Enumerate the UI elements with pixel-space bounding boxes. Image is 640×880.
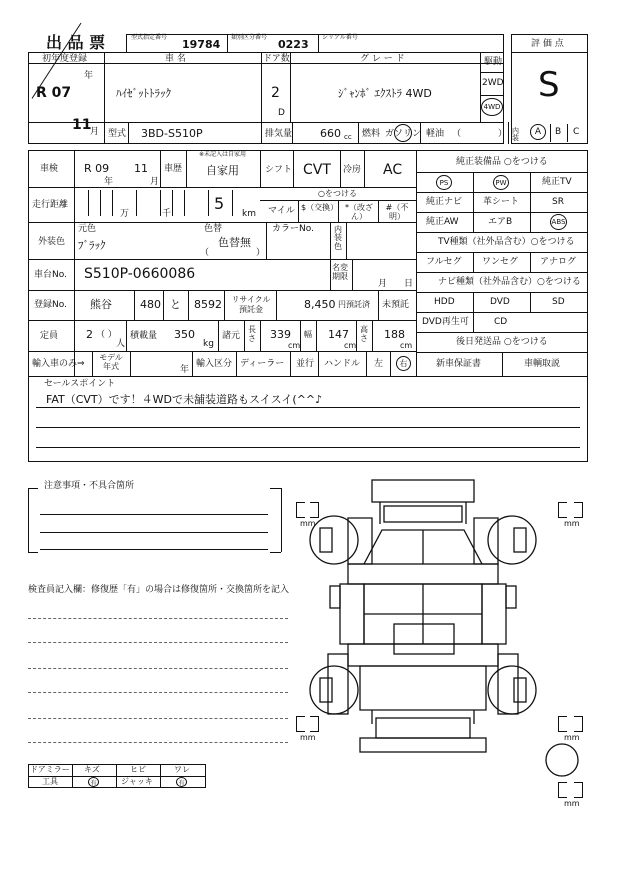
- capacity-paren: （ ）: [96, 330, 117, 340]
- recycle-value: 8,450: [304, 298, 336, 311]
- tv-title: TV種類（社外品含む）○をつける: [438, 237, 575, 247]
- later-warranty: 新車保証書: [436, 359, 482, 369]
- aircon-label: 冷房: [343, 165, 362, 175]
- width-value: 147: [328, 328, 349, 341]
- reg-kana: と: [170, 298, 181, 311]
- equip-pw: PW: [495, 178, 507, 187]
- light-oil-paren-open: （: [452, 129, 462, 139]
- drive-4wd-circle: [481, 98, 503, 116]
- length-value: 339: [270, 328, 291, 341]
- tire-bracket-rr-left: [558, 716, 567, 732]
- height-cm: cm: [400, 341, 413, 350]
- interior-b: B: [555, 127, 562, 137]
- grade-box-label: 評 価 点: [531, 39, 564, 49]
- sales-text: FAT（CVT）です！４WDで未舗装道路もスイスイ(^^♪: [46, 393, 323, 406]
- displacement-value: 660: [320, 127, 341, 140]
- tire-bracket-fr-right: [574, 502, 583, 518]
- model-designation-label: 型式指定番号: [131, 34, 168, 41]
- import-label: 輸入車のみ⇒: [32, 359, 85, 369]
- first-reg-month-unit: 月: [90, 127, 100, 137]
- tv-fullseg: フルセグ: [426, 257, 462, 267]
- import-parallel: 並行: [296, 359, 315, 369]
- grade-label: グ レ ー ド: [360, 54, 405, 64]
- tire-spare-mm: mm: [564, 799, 580, 808]
- tool-break: ワレ: [174, 765, 190, 774]
- changed-paren-open: （: [200, 248, 210, 258]
- drive-2wd: 2WD: [482, 78, 504, 88]
- capacity-person-unit: 人: [116, 339, 126, 349]
- car-name: ﾊｲｾﾞｯﾄﾄﾗｯｸ: [116, 87, 171, 100]
- equip-ps: PS: [439, 178, 449, 187]
- category-value: 0223: [278, 38, 309, 51]
- nav-hdd: HDD: [434, 297, 455, 307]
- model-designation-value: 19784: [182, 38, 221, 51]
- doors-value: 2: [271, 85, 280, 101]
- length-cm: cm: [288, 341, 301, 350]
- mile-label: マイル: [268, 206, 295, 216]
- changed-paren-close: ）: [256, 248, 266, 258]
- equip-tv: 純正TV: [542, 177, 572, 187]
- shift-label: シフト: [265, 165, 293, 175]
- page-title: 出 品 票: [46, 33, 106, 52]
- model-label: 型式: [108, 129, 127, 139]
- tire-fr-mm: mm: [564, 519, 580, 528]
- tv-analog: アナログ: [540, 257, 577, 267]
- tire-bracket-spare-left: [558, 782, 567, 798]
- chassis-label: 車台No.: [34, 270, 67, 280]
- grade-value: S: [538, 65, 560, 105]
- interior-a-circle: [530, 124, 546, 140]
- equip-nav: 純正ナビ: [426, 197, 463, 207]
- mileage-man: 万: [120, 209, 130, 219]
- light-oil-paren-close: ）: [498, 129, 508, 139]
- sales-label: セールスポイント: [44, 379, 116, 389]
- inspection-month: 11: [134, 162, 148, 175]
- tire-bracket-fr-left: [558, 502, 567, 518]
- tire-bracket-rr-right: [574, 716, 583, 732]
- nav-dvd-play: DVD再生可: [422, 317, 469, 327]
- exchange-label: $（交換）: [301, 203, 339, 212]
- import-category-label: 輸入区分: [196, 359, 233, 369]
- displacement-unit: cc: [344, 133, 352, 141]
- fuel-gasoline-circle: [394, 124, 412, 142]
- inspector-title: 検査員記入欄：修復歴「有」の場合は修復箇所・交換箇所を記入: [28, 585, 290, 595]
- nav-cd: CD: [494, 317, 508, 327]
- history-value: 自家用: [206, 164, 239, 177]
- grade-text: ｼﾞｬﾝﾎﾞ ｴｸｽﾄﾗ 4WD: [338, 87, 432, 100]
- drive-label: 駆動: [484, 57, 503, 67]
- equip-pw-circle: [493, 175, 509, 190]
- import-dealer: ディーラー: [240, 359, 285, 369]
- mileage-value: 5: [214, 194, 225, 213]
- jack-has-circle: [176, 777, 187, 787]
- tire-rr-mm: mm: [564, 733, 580, 742]
- color-no-label: カラーNo.: [272, 224, 314, 234]
- registration-label: 登録No.: [34, 300, 67, 310]
- capacity-persons: 2: [86, 328, 93, 341]
- interior-color-label: 内装色: [334, 225, 342, 251]
- equip-leather: 革シート: [483, 197, 520, 207]
- mileage-sen: 千: [162, 209, 172, 219]
- mileage-label: 走行距離: [32, 200, 69, 210]
- displacement-label: 排気量: [265, 129, 293, 139]
- interior-label: 内 装: [512, 127, 519, 142]
- tire-fl-mm: mm: [300, 519, 316, 528]
- first-reg-month: 11: [72, 117, 92, 133]
- interior-c: C: [573, 127, 580, 137]
- category-label: 類別区分番号: [231, 34, 268, 41]
- orig-color-label: 元色: [78, 224, 97, 234]
- tire-bracket-spare-right: [574, 782, 583, 798]
- doors-sub: D: [278, 108, 285, 118]
- inspection-year-unit: 年: [104, 177, 114, 187]
- drive-4wd: 4WD: [483, 103, 501, 111]
- nav-dvd: DVD: [490, 297, 510, 307]
- height-label: 高さ: [360, 325, 368, 343]
- tire-rl-mm: mm: [300, 733, 316, 742]
- notes-title: 注意事項・不具合箇所: [44, 481, 135, 491]
- inspection-era: R 09: [84, 162, 110, 175]
- chassis-value: S510P-0660086: [84, 266, 196, 282]
- model-value: 3BD-S510P: [141, 127, 203, 140]
- dimension-label: 諸元: [222, 331, 241, 341]
- jack-has: 有: [178, 779, 185, 787]
- handle-right: 右: [399, 359, 408, 368]
- tv-oneseg: ワンセグ: [482, 257, 519, 267]
- capacity-label: 定員: [40, 331, 59, 341]
- fuel-gasoline: ガソリン: [385, 129, 422, 139]
- name-change-label: 名変期限: [332, 263, 348, 282]
- recycle-unit: 円預託済: [338, 300, 370, 309]
- load-label: 積載量: [130, 331, 158, 341]
- inspection-month-unit: 月: [150, 177, 160, 187]
- width-cm: cm: [344, 341, 357, 350]
- tool-scratch: キズ: [84, 765, 100, 774]
- shift-value: CVT: [303, 162, 331, 178]
- first-reg-label: 初年度登録: [42, 54, 88, 64]
- tool-crack: ヒビ: [130, 765, 146, 774]
- nav-title: ナビ種類（社外品含む）○をつける: [438, 277, 581, 287]
- equip-sr: SR: [552, 197, 564, 207]
- tampered-label: *（改ざん）: [345, 203, 373, 221]
- handle-right-circle: [396, 356, 411, 371]
- tool-jack: ジャッキ: [121, 777, 153, 786]
- serial-label: シリアル番号: [322, 34, 358, 41]
- tire-bracket-rl-left: [296, 716, 305, 732]
- equipment-title: 純正装備品 ○をつける: [456, 157, 548, 167]
- reg-number: 8592: [194, 298, 222, 311]
- tire-bracket-fl-left: [296, 502, 305, 518]
- length-label: 長さ: [248, 325, 256, 343]
- inspection-label: 車検: [40, 164, 59, 174]
- name-change-month: 月: [378, 279, 388, 289]
- later-manual: 車輌取説: [524, 359, 561, 369]
- car-name-label: 車 名: [165, 54, 186, 64]
- mileage-km: km: [242, 209, 256, 219]
- color-label: 外装色: [38, 237, 66, 247]
- tire-bracket-fl-right: [310, 502, 319, 518]
- reg-class: 480: [140, 298, 161, 311]
- height-value: 188: [384, 328, 405, 341]
- unknown-label: #（不明）: [385, 203, 409, 221]
- changed-color-label: 色替: [204, 224, 223, 234]
- recycle-label: リサイクル預託金: [231, 295, 271, 314]
- tool-tool: 工具: [42, 777, 58, 786]
- light-oil-label: 軽油: [426, 129, 445, 139]
- mileage-circle-note: ○をつける: [318, 189, 357, 198]
- reg-place: 熊谷: [90, 298, 112, 311]
- orig-color: ﾌﾞﾗｯｸ: [78, 239, 106, 252]
- tire-bracket-rl-right: [310, 716, 319, 732]
- interior-a: A: [534, 127, 542, 137]
- history-label: 車歴: [164, 164, 183, 174]
- model-year-label: モデル年式: [99, 353, 123, 371]
- history-note: ※未記入は自家用: [199, 151, 247, 158]
- aircon-value: AC: [383, 162, 403, 178]
- handle-left: 左: [374, 359, 384, 369]
- tool-door-mirror: ドアミラー: [30, 765, 70, 774]
- fuel-label: 燃料: [362, 129, 381, 139]
- equip-abs: ABS: [551, 218, 566, 226]
- equip-alloy: 純正AW: [426, 217, 459, 227]
- car-damage-diagram: [290, 474, 590, 814]
- notes-box: [28, 488, 282, 552]
- equip-abs-circle: [550, 214, 567, 230]
- unpaid-label: 未預託: [382, 300, 410, 310]
- width-label: 幅: [304, 330, 312, 339]
- later-title: 後日発送品 ○をつける: [456, 337, 548, 347]
- first-reg-era: R 07: [36, 85, 72, 101]
- doors-label: ドア数: [263, 54, 290, 64]
- nav-sd: SD: [552, 297, 565, 307]
- load-unit: kg: [203, 339, 214, 349]
- changed-color: 色替無: [218, 236, 251, 249]
- handle-label: ハンドル: [324, 359, 361, 369]
- equip-airbag: エアB: [488, 217, 513, 227]
- name-change-day: 日: [404, 279, 414, 289]
- first-reg-year-unit: 年: [84, 71, 94, 81]
- model-year-unit: 年: [180, 365, 190, 375]
- load-value: 350: [174, 328, 195, 341]
- equip-ps-circle: [436, 175, 452, 190]
- tool-has: 有: [90, 779, 97, 787]
- tool-has-circle: [88, 777, 99, 787]
